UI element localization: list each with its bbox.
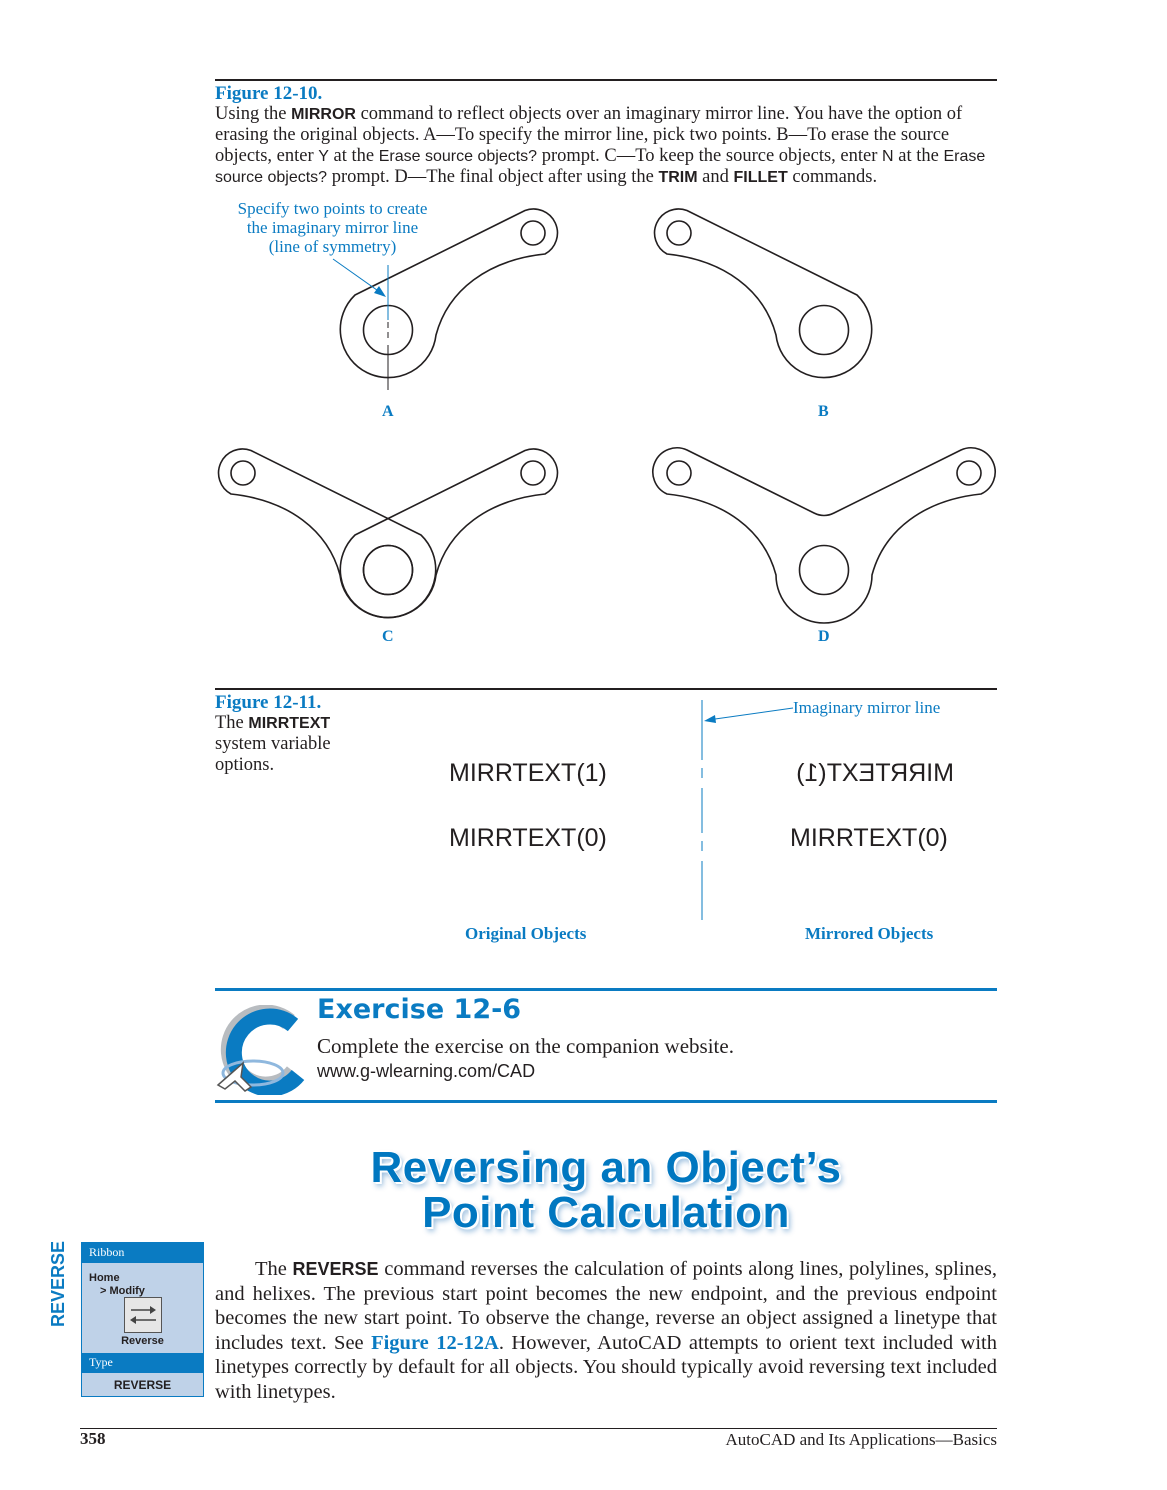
reverse-button[interactable] xyxy=(124,1297,162,1333)
text-run: command reverses the calculation of points along lines, polylines, splines, and helixes. The previous start point becomes the new endpoint, and the previous endpoint becomes the new start point. To observe the change, reverse an object assigned a linetype that includes text. See xyxy=(215,1258,997,1354)
page-footer xyxy=(80,1428,997,1449)
text-run: The xyxy=(255,1258,293,1280)
part-c-both-objects xyxy=(340,449,557,618)
command-access-box xyxy=(81,1242,204,1397)
original-mirrtext-0: MIRRTEXT(0) xyxy=(449,824,607,852)
annotation-line: Specify two points to create xyxy=(237,199,428,218)
part-label-d: D xyxy=(818,628,830,645)
figure-12-10-label: Figure 12-10. xyxy=(215,83,323,104)
mirrored-mirrtext-1: MIRRTEXT(1) xyxy=(796,759,954,787)
type-command: REVERSE xyxy=(113,1378,172,1392)
ribbon-panel-modify[interactable]: > Modify xyxy=(100,1285,145,1297)
figure-12-11-label: Figure 12-11. xyxy=(215,692,322,713)
original-objects-label: Original Objects xyxy=(465,924,587,943)
command-name: MIRROR xyxy=(291,106,356,123)
exercise-top-rule xyxy=(215,988,997,991)
prompt-text: Erase source objects? xyxy=(215,148,986,186)
ribbon-tab-home[interactable]: Home xyxy=(89,1272,120,1284)
exercise-bottom-rule xyxy=(215,1100,997,1103)
command-name: REVERSE xyxy=(292,1259,379,1279)
mirrored-objects-label: Mirrored Objects xyxy=(805,924,934,943)
text-run: at the xyxy=(893,146,944,166)
prompt-text: Erase source objects? xyxy=(378,148,538,165)
exercise-url-link[interactable]: www.g-wlearning.com/CAD xyxy=(317,1061,536,1081)
part-label-a: A xyxy=(382,403,394,420)
mirror-line-label: Imaginary mirror line xyxy=(793,698,941,717)
book-title: AutoCAD and Its Applications—Basics xyxy=(725,1430,997,1449)
part-d-final-object xyxy=(653,448,995,623)
text-run: Using the xyxy=(215,104,292,124)
figure-top-rule xyxy=(215,688,997,690)
section-title-line-1: Reversing an Object’s xyxy=(370,1143,842,1192)
type-header: Type xyxy=(82,1353,203,1373)
annotation-leader xyxy=(333,259,384,295)
text-run: and xyxy=(697,167,734,187)
text-run: at the xyxy=(328,146,379,166)
exercise-text: Complete the exercise on the companion website. xyxy=(317,1034,734,1058)
annotation-line: the imaginary mirror line xyxy=(246,218,419,237)
part-label-c: C xyxy=(382,628,394,645)
annotation-line: (line of symmetry) xyxy=(268,237,397,256)
part-b-mirrored-object xyxy=(655,209,872,378)
caption-command: MIRRTEXT xyxy=(248,715,331,732)
prompt-text: Y xyxy=(318,148,329,165)
section-body-paragraph xyxy=(215,1257,997,1404)
section-title-line-2: Point Calculation xyxy=(422,1188,790,1237)
text-run: command to reflect objects over an imaginary mirror line. You have the option of erasing the original objects. A—To specify the mirror line, pick two points. B—To erase the source objects, enter xyxy=(215,104,963,166)
ribbon-header: Ribbon xyxy=(82,1243,203,1263)
text-run: . However, AutoCAD attempts to orient text included with linetypes correctly by default for all objects. You should typically avoid reversing text included with linetypes. xyxy=(215,1331,997,1403)
sidebar-vertical-label: REVERSE xyxy=(48,1240,68,1328)
text-run: prompt. D—The final object after using the xyxy=(327,167,659,187)
prompt-text: N xyxy=(882,148,894,165)
exercise-title: Exercise 12-6 xyxy=(317,994,522,1025)
part-c-mirror-copy xyxy=(219,449,436,618)
mirrored-mirrtext-0: MIRRTEXT(0) xyxy=(790,824,948,852)
figure-12-11-caption xyxy=(215,713,395,776)
text-run: commands. xyxy=(787,167,878,187)
text-run: prompt. C—To keep the source objects, enter xyxy=(537,146,883,166)
part-a-original-object xyxy=(340,209,557,378)
companion-website-logo-icon xyxy=(213,1005,313,1095)
caption-text: options. xyxy=(215,755,275,775)
command-name: FILLET xyxy=(733,169,788,186)
page-number: 358 xyxy=(80,1429,106,1448)
arrowhead-icon xyxy=(374,286,386,297)
figure-reference-link[interactable]: Figure 12-12A xyxy=(371,1331,499,1354)
caption-text: The xyxy=(215,713,249,733)
reverse-arrows-icon xyxy=(125,1298,161,1332)
part-label-b: B xyxy=(818,403,829,420)
caption-text: system variable xyxy=(215,734,331,754)
mirror-figure-drawing xyxy=(0,0,1167,680)
reverse-button-label: Reverse xyxy=(121,1335,164,1347)
command-name: TRIM xyxy=(658,169,698,186)
imaginary-mirror-line xyxy=(690,695,810,925)
original-mirrtext-1: MIRRTEXT(1) xyxy=(449,759,607,787)
